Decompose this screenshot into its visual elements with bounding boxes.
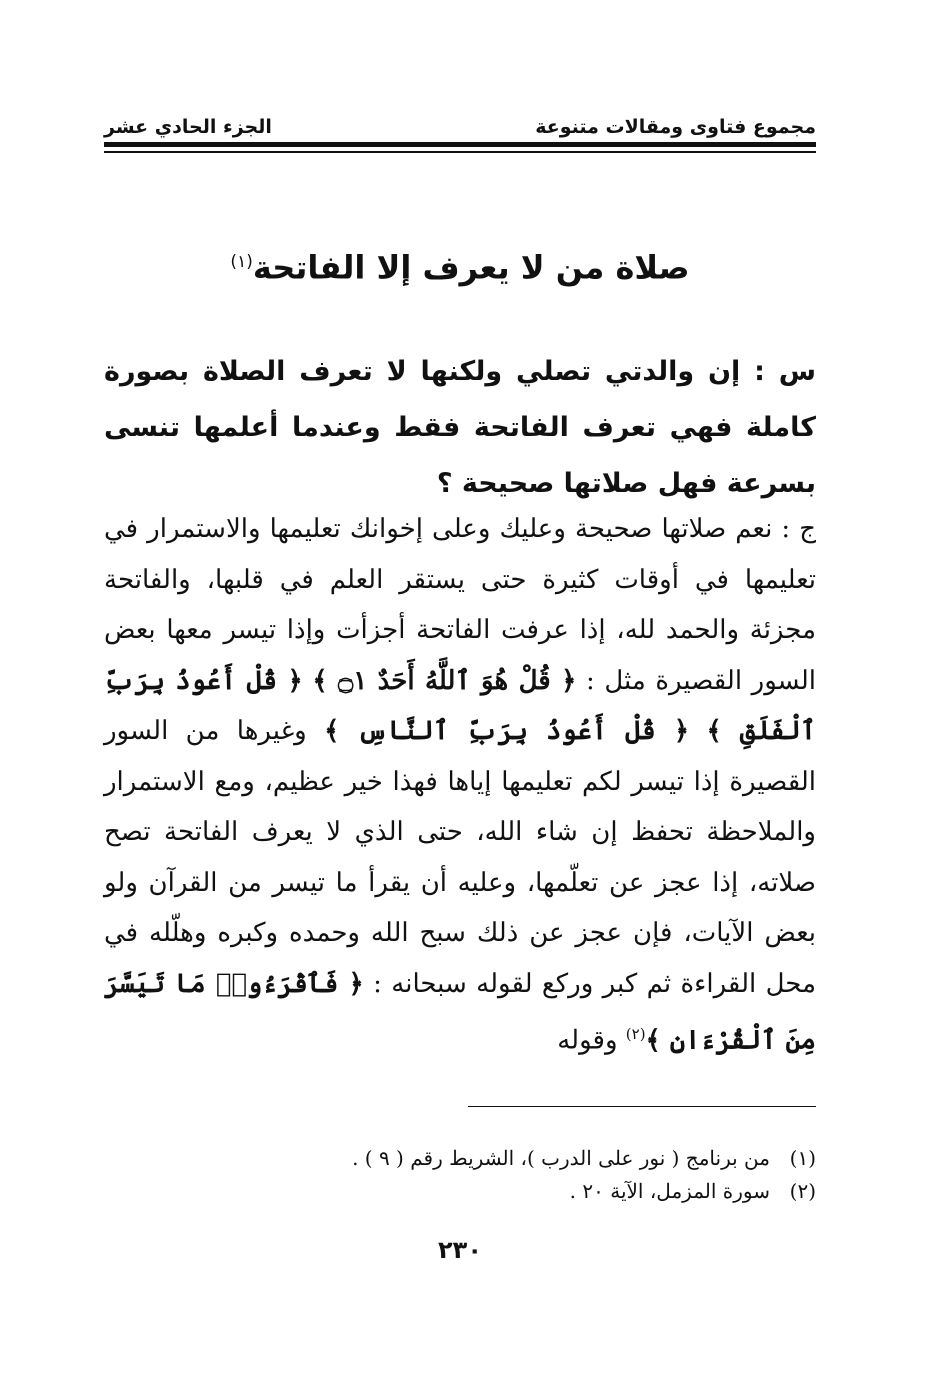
quran-verse-muzzammil: ﴿ فَٱقْرَءُوا۟ مَا تَيَسَّرَ مِنَ ٱلْقُرْءَانِ ﴾ — [104, 968, 816, 1056]
quran-verse-ikhlas: ﴿ قُلْ هُوَ ٱللَّهُ أَحَدٌ ۝١ ﴾ — [312, 665, 577, 696]
header-rule-thin — [104, 151, 816, 153]
article-title-text: صلاة من لا يعرف إلا الفاتحة — [252, 248, 690, 287]
verse-footnote-ref: (٢) — [625, 1025, 646, 1043]
footnote-separator — [468, 1106, 816, 1107]
footnote-number: (١) — [789, 1146, 816, 1170]
footnote-text: سورة المزمل، الآية ٢٠ . — [569, 1179, 770, 1203]
volume-label: الجزء الحادي عشر — [104, 116, 272, 138]
page-number: ٢٣٠ — [438, 1236, 482, 1264]
footnote-text: من برنامج ( نور على الدرب )، الشريط رقم ( ٩ ) . — [352, 1146, 770, 1170]
footnote-1 — [104, 1142, 816, 1175]
book-title: مجموع فتاوى ومقالات متنوعة — [535, 116, 816, 138]
quran-verse-falaq: ﴿ قُلْ أَعُوذُ بِرَبِّ ٱلْفَلَقِ ﴾ — [104, 665, 817, 746]
answer-text-1: ج : نعم صلاتها صحيحة وعليك وعلى إخوانك تعليمها والاستمرار في تعليمها في أوقات كثيرة حتى يستقر العلم في قلبها، والفاتحة مجزئة والحمد لله، إذا عرفت الفاتحة أجزأت وإذا تيسر معها بعض السور القصيرة مثل : — [104, 514, 816, 696]
answer-text-3: وقوله — [557, 1025, 618, 1056]
title-footnote-ref: (١) — [230, 252, 253, 272]
article-title — [104, 232, 816, 298]
answer-text-2: وغيرها من السور القصيرة إذا تيسر لكم تعليمها إياها فهذا خير عظيم، ومع الاستمرار والملاحظة تحفظ إن شاء الله، حتى الذي لا يعرف الفاتحة تصح صلاته، إذا عجز عن تعلّمها، وعليه أن يقرأ ما تيسر من القرآن ولو بعض الآيات، فإن عجز عن ذلك سبح الله وحمده وكبره وهلّله في محل القراءة ثم كبر وركع لقوله سبحانه : — [104, 716, 817, 999]
footnote-2 — [104, 1175, 816, 1208]
running-header — [104, 108, 816, 138]
footnotes — [104, 1142, 816, 1208]
header-rule-thick — [104, 142, 816, 147]
answer-paragraph — [104, 504, 816, 1066]
quran-verse-nas: ﴿ قُلْ أَعُوذُ بِرَبِّ ٱلنَّاسِ ﴾ — [324, 716, 690, 746]
question-paragraph: س : إن والدتي تصلي ولكنها لا تعرف الصلاة بصورة كاملة فهي تعرف الفاتحة فقط وعندما أعلمها تنسى بسرعة فهل صلاتها صحيحة ؟ — [104, 356, 816, 499]
footnote-number: (٢) — [789, 1179, 816, 1203]
